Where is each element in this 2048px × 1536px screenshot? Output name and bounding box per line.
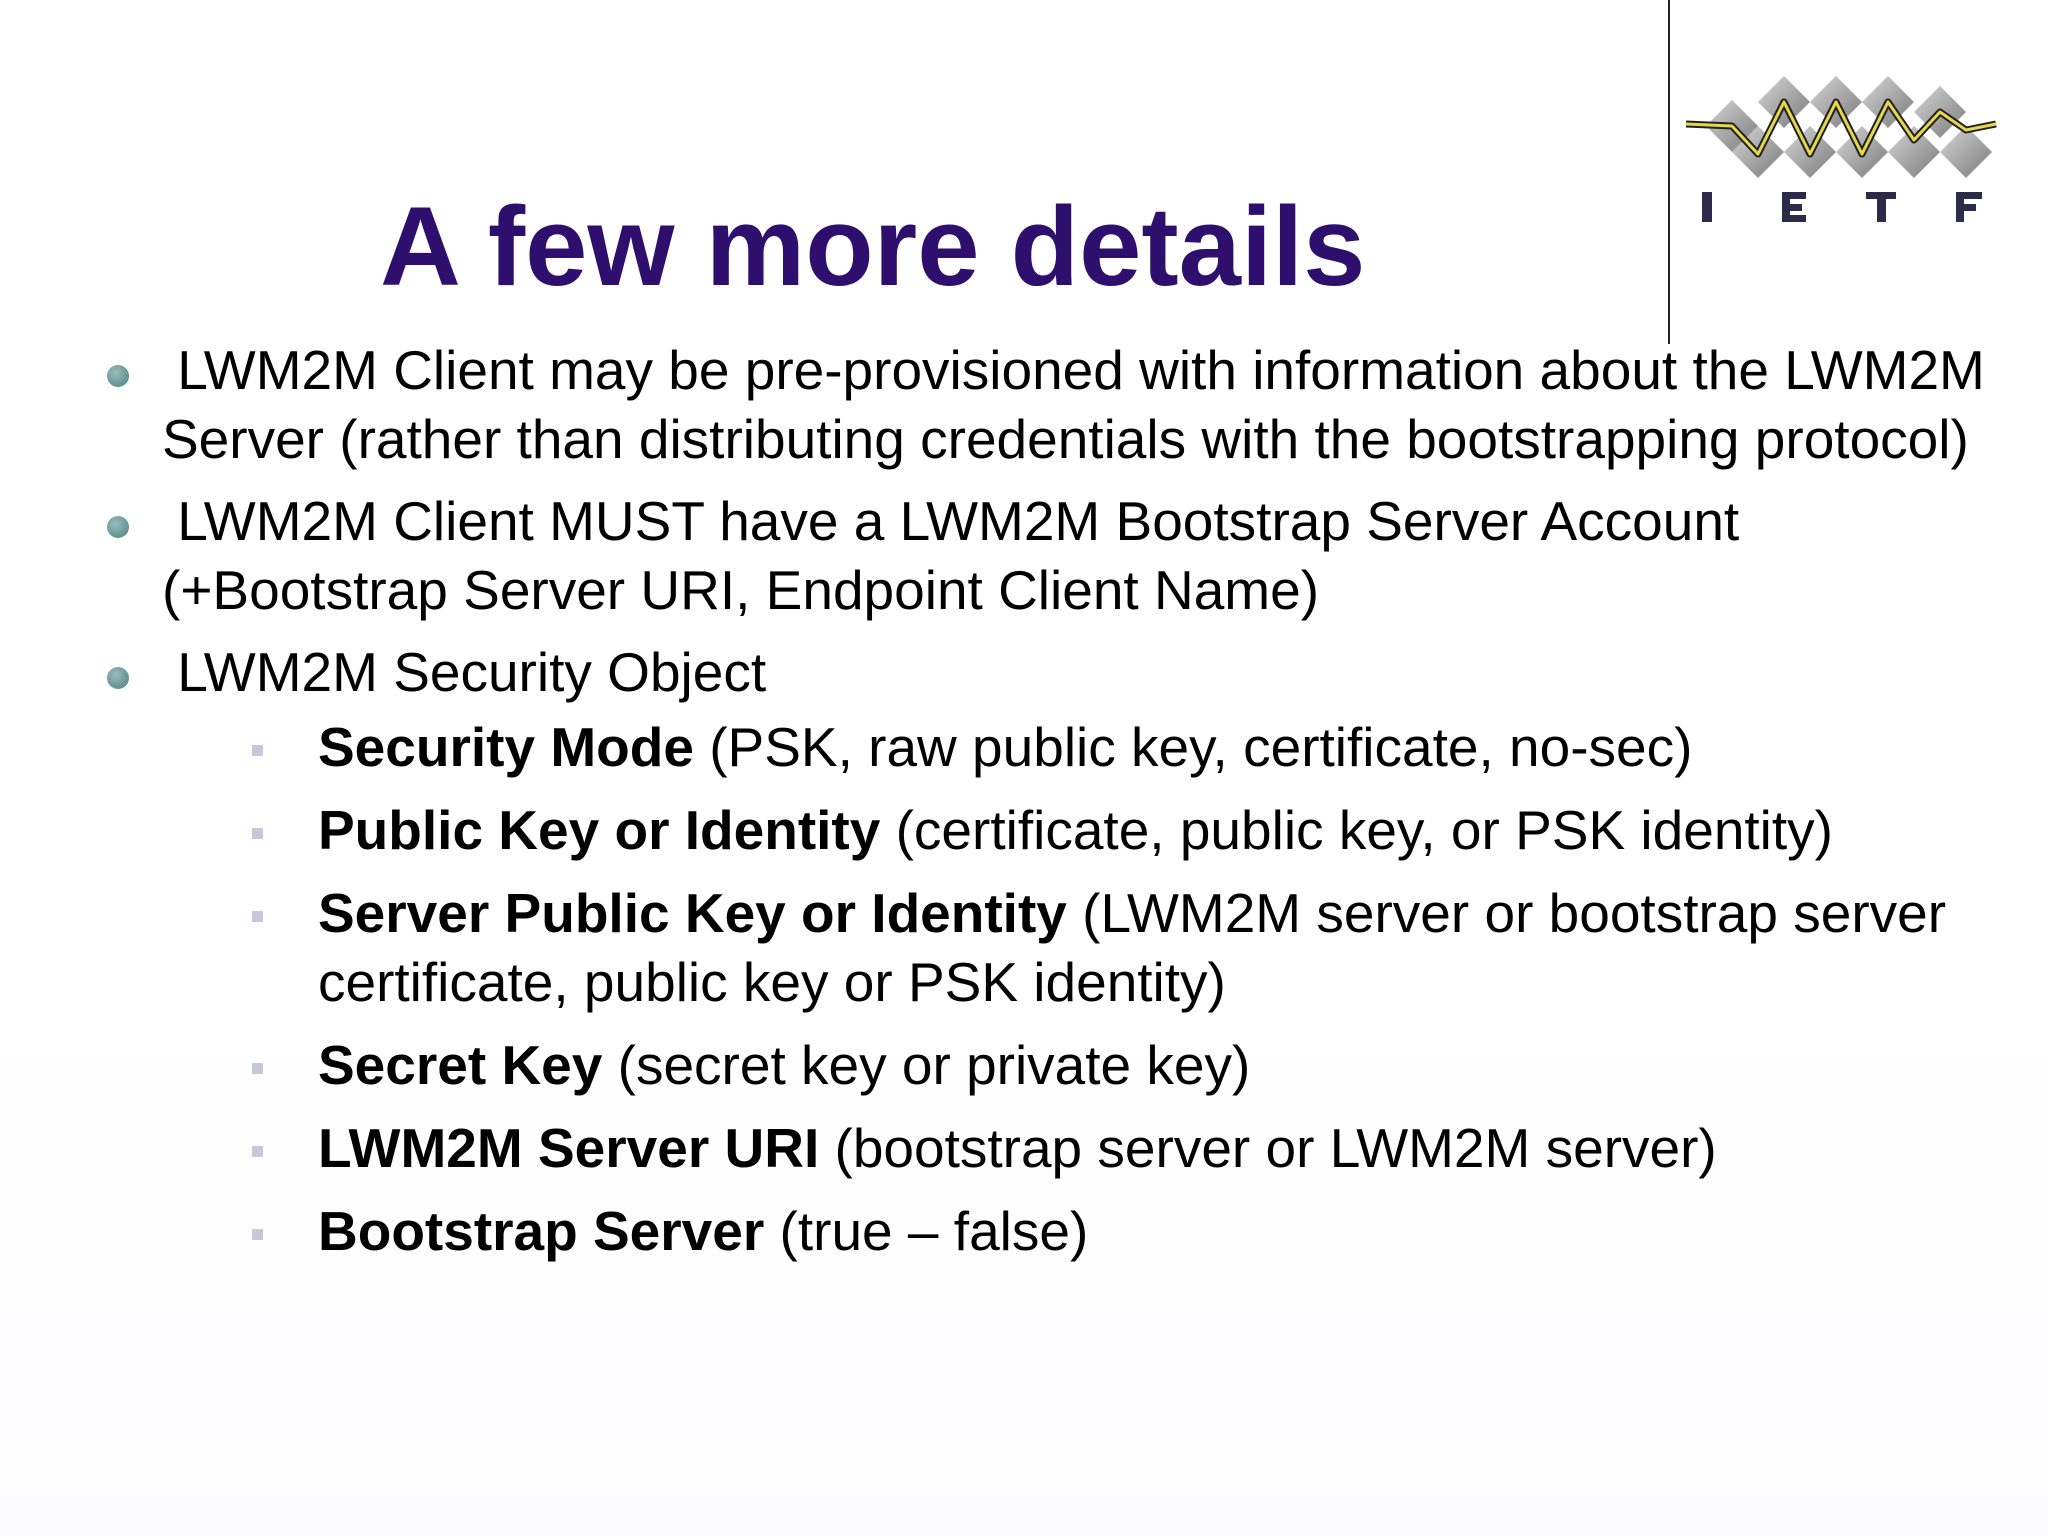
bullet-text: LWM2M Client MUST have a LWM2M Bootstrap Server Account (+Bootstrap Server URI, Endpoint Client Name) [162, 490, 1755, 621]
ietf-logo [1682, 68, 2002, 238]
item-description: (true – false) [764, 1200, 1089, 1262]
sub-list-item [100, 1114, 2000, 1183]
square-bullet-icon [252, 1063, 263, 1074]
sub-list-item [100, 879, 2000, 1017]
sub-list-item [100, 1031, 2000, 1100]
item-term: Public Key or Identity [318, 799, 881, 861]
item-description: (certificate, public key, or PSK identity) [880, 799, 1833, 861]
list-item [100, 336, 2000, 474]
item-description: (bootstrap server or LWM2M server) [819, 1117, 1717, 1179]
square-bullet-icon [252, 745, 263, 756]
item-term: Bootstrap Server [318, 1200, 765, 1262]
item-description: (secret key or private key) [602, 1034, 1251, 1096]
square-bullet-icon [252, 911, 263, 922]
item-description: (PSK, raw public key, certificate, no-sec) [693, 716, 1693, 778]
bullet-text: LWM2M Security Object [162, 641, 767, 703]
slide-title: A few more details [380, 184, 1366, 309]
list-item [100, 487, 2000, 625]
item-term: Secret Key [318, 1034, 603, 1096]
square-bullet-icon [252, 1146, 263, 1157]
list-item [100, 638, 2000, 1266]
sub-list-item [100, 796, 2000, 865]
item-term: Server Public Key or Identity [318, 882, 1067, 944]
bullet-dot-icon [107, 516, 129, 538]
item-term: LWM2M Server URI [318, 1117, 820, 1179]
header-divider [1668, 0, 1670, 344]
item-description: (LWM2M server or bootstrap server certificate, public key or PSK identity) [318, 882, 1947, 1013]
bullet-text: LWM2M Client may be pre-provisioned with information about the LWM2M Server (rather than distributing credentials with the bootstrapping protocol) [162, 339, 2001, 470]
bullet-dot-icon [107, 365, 129, 387]
sub-list-item [100, 1197, 2000, 1266]
sub-list-item [100, 713, 2000, 782]
ietf-logo-letters [1702, 192, 1982, 222]
security-object-sublist [162, 713, 2000, 1266]
square-bullet-icon [252, 828, 263, 839]
item-term: Security Mode [318, 716, 694, 778]
bullet-list [100, 336, 2000, 1280]
bullet-dot-icon [107, 667, 129, 689]
square-bullet-icon [252, 1229, 263, 1240]
